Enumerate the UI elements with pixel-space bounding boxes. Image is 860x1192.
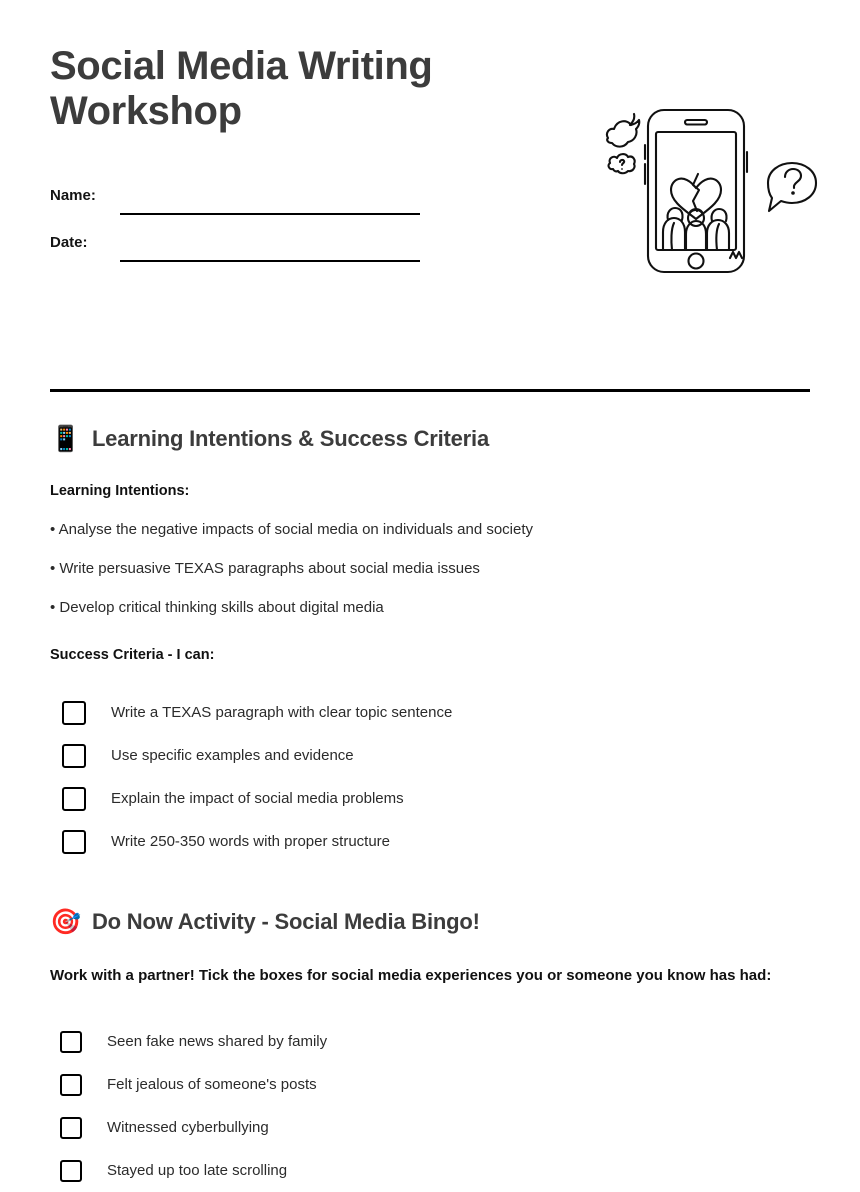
list-item[interactable] <box>60 1149 810 1192</box>
section-heading-do-now-activity <box>50 909 810 935</box>
checkbox[interactable] <box>62 701 86 725</box>
success-criteria-subhead: Success Criteria - I can: <box>50 647 215 663</box>
learning-intentions-subhead: Learning Intentions: <box>50 483 190 499</box>
direct-hit-target-icon: 🎯 <box>50 907 81 936</box>
list-item[interactable] <box>60 1106 810 1149</box>
header-divider <box>50 389 810 392</box>
checkbox-label: Felt jealous of someone's posts <box>107 1076 317 1093</box>
section-title-text: Learning Intentions & Success Criteria <box>91 426 489 451</box>
name-input-line[interactable] <box>120 183 420 215</box>
checkbox-label: Write 250-350 words with proper structure <box>111 833 391 850</box>
list-item[interactable] <box>62 734 810 777</box>
bingo-checklist <box>60 1020 810 1192</box>
checkbox[interactable] <box>62 830 86 854</box>
checkbox-label: Explain the impact of social media problems <box>111 790 404 807</box>
section-learning-intentions <box>50 426 810 863</box>
list-item[interactable] <box>62 777 810 820</box>
checkbox[interactable] <box>60 1117 82 1139</box>
worksheet-header <box>50 0 810 329</box>
date-field-label: Date: <box>50 233 88 251</box>
list-item[interactable] <box>60 1063 810 1106</box>
checkbox[interactable] <box>62 744 86 768</box>
list-item[interactable] <box>62 820 810 863</box>
social-media-phone-illustration <box>590 100 820 290</box>
checkbox[interactable] <box>62 787 86 811</box>
list-item[interactable] <box>62 691 810 734</box>
learning-intention-bullet-3: • Develop critical thinking skills about digital media <box>50 599 384 616</box>
checkbox[interactable] <box>60 1160 82 1182</box>
mobile-phone-icon: 📱 <box>50 424 81 453</box>
section-title-text: Do Now Activity - Social Media Bingo! <box>91 909 480 934</box>
question-cloud-icon <box>609 154 635 173</box>
name-field-label: Name: <box>50 186 96 204</box>
page-title: Social Media Writing Workshop <box>50 44 433 133</box>
checkbox-label: Witnessed cyberbullying <box>107 1119 269 1136</box>
checkbox-label: Seen fake news shared by family <box>107 1033 328 1050</box>
smartphone-illustration <box>645 110 747 272</box>
question-speech-bubble-icon <box>768 163 816 211</box>
section-do-now-activity <box>50 909 810 1192</box>
list-item[interactable] <box>60 1020 810 1063</box>
bingo-instruction: Work with a partner! Tick the boxes for social media experiences you or someone you know has had: <box>50 967 772 984</box>
date-input-line[interactable] <box>120 230 420 262</box>
checkbox-label: Use specific examples and evidence <box>111 747 354 764</box>
bird-icon <box>607 114 639 147</box>
section-heading-learning-intentions <box>50 426 810 452</box>
checkbox-label: Stayed up too late scrolling <box>107 1162 288 1179</box>
checkbox[interactable] <box>60 1031 82 1053</box>
success-criteria-checklist <box>62 691 810 863</box>
checkbox-label: Write a TEXAS paragraph with clear topic sentence <box>111 704 453 721</box>
learning-intention-bullet-1: • Analyse the negative impacts of social media on individuals and society <box>50 521 534 538</box>
checkbox[interactable] <box>60 1074 82 1096</box>
learning-intention-bullet-2: • Write persuasive TEXAS paragraphs about social media issues <box>50 560 480 577</box>
